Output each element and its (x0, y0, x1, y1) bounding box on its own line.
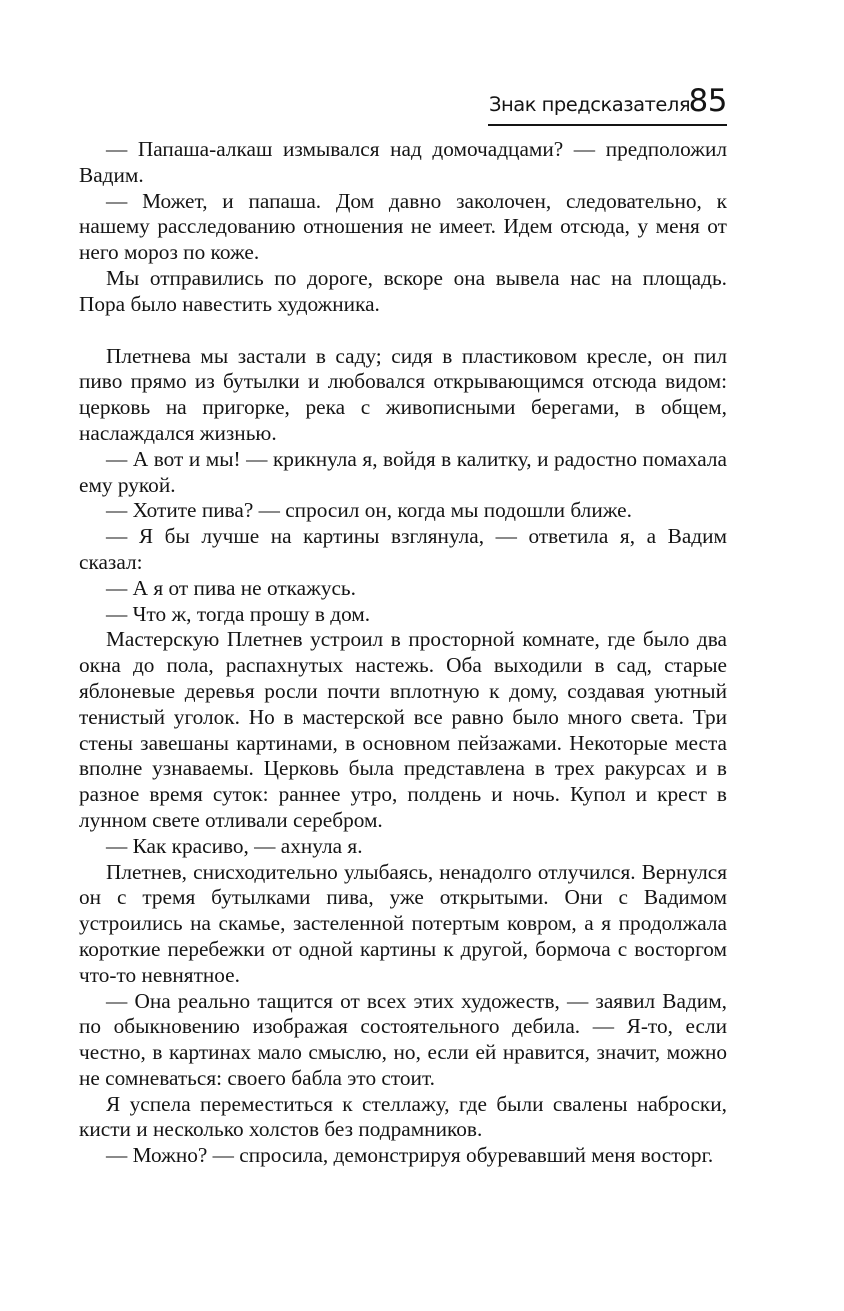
paragraph: Плетнева мы застали в саду; сидя в пластиковом кресле, он пил пиво прямо из бутылки и любовался открывающимся отсюда видом: церковь на пригорке, река с живописными берегами, в общем, наслаждался жизнью. (79, 343, 727, 445)
paragraph: Мастерскую Плетнев устроил в просторной комнате, где было два окна до пола, распахнутых настежь. Оба выходили в сад, старые яблоневые деревья росли почти вплотную к дому, создавая уютный тенистый уголок. Но в мастерской все равно было много света. Три стены завешаны картинами, в основном пейзажами. Некоторые места вполне узнаваемы. Церковь была представлена в трех ракурсах и в разное время суток: раннее утро, полдень и ночь. Купол и крест в лунном свете отливали серебром. (79, 627, 727, 832)
paragraph: — Можно? — спросила, демонстрируя обуревавший меня восторг. (106, 1143, 714, 1168)
paragraph: — Папаша-алкаш измывался над домочадцами? — предположил Вадим. (79, 137, 727, 187)
running-header (488, 82, 727, 126)
page-number: 85 (688, 83, 727, 119)
paragraph: — А я от пива не откажусь. (106, 575, 356, 600)
paragraph: Мы отправились по дороге, вскоре она вывела нас на площадь. Пора было навестить художника. (79, 265, 727, 316)
paragraph: — Что ж, тогда прошу в дом. (106, 601, 371, 626)
paragraph: — Она реально тащится от всех этих художеств, — заявил Вадим, по обыкновению изображая состоятельного дебила. — Я-то, если честно, в картинах мало смыслю, но, если ей нравится, значит, можно не сомневаться: своего бабла это стоит. (79, 988, 727, 1090)
paragraph: Плетнев, снисходительно улыбаясь, ненадолго отлучился. Вернулся он с тремя бутылками пива, уже открытыми. Они с Вадимом устроились на скамье, застеленной потертым ковром, а я продолжала короткие перебежки от одной картины к другой, бормоча с восторгом что-то невнятное. (79, 859, 727, 987)
paragraph: — Хотите пива? — спросил он, когда мы подошли ближе. (106, 498, 632, 523)
paragraph: — Как красиво, — ахнула я. (106, 833, 363, 858)
body-text (79, 137, 727, 1169)
running-title: Знак предсказателя (489, 93, 691, 116)
paragraph: — Может, и папаша. Дом давно заколочен, следовательно, к нашему расследованию отношения не имеет. Идем отсюда, у меня от него мороз по коже. (79, 188, 727, 265)
paragraph: Я успела переместиться к стеллажу, где были свалены наброски, кисти и несколько холстов без подрамников. (79, 1091, 727, 1142)
paragraph: — Я бы лучше на картины взглянула, — ответила я, а Вадим сказал: (79, 524, 727, 574)
paragraph: — А вот и мы! — крикнула я, войдя в калитку, и радостно помахала ему рукой. (79, 446, 727, 497)
